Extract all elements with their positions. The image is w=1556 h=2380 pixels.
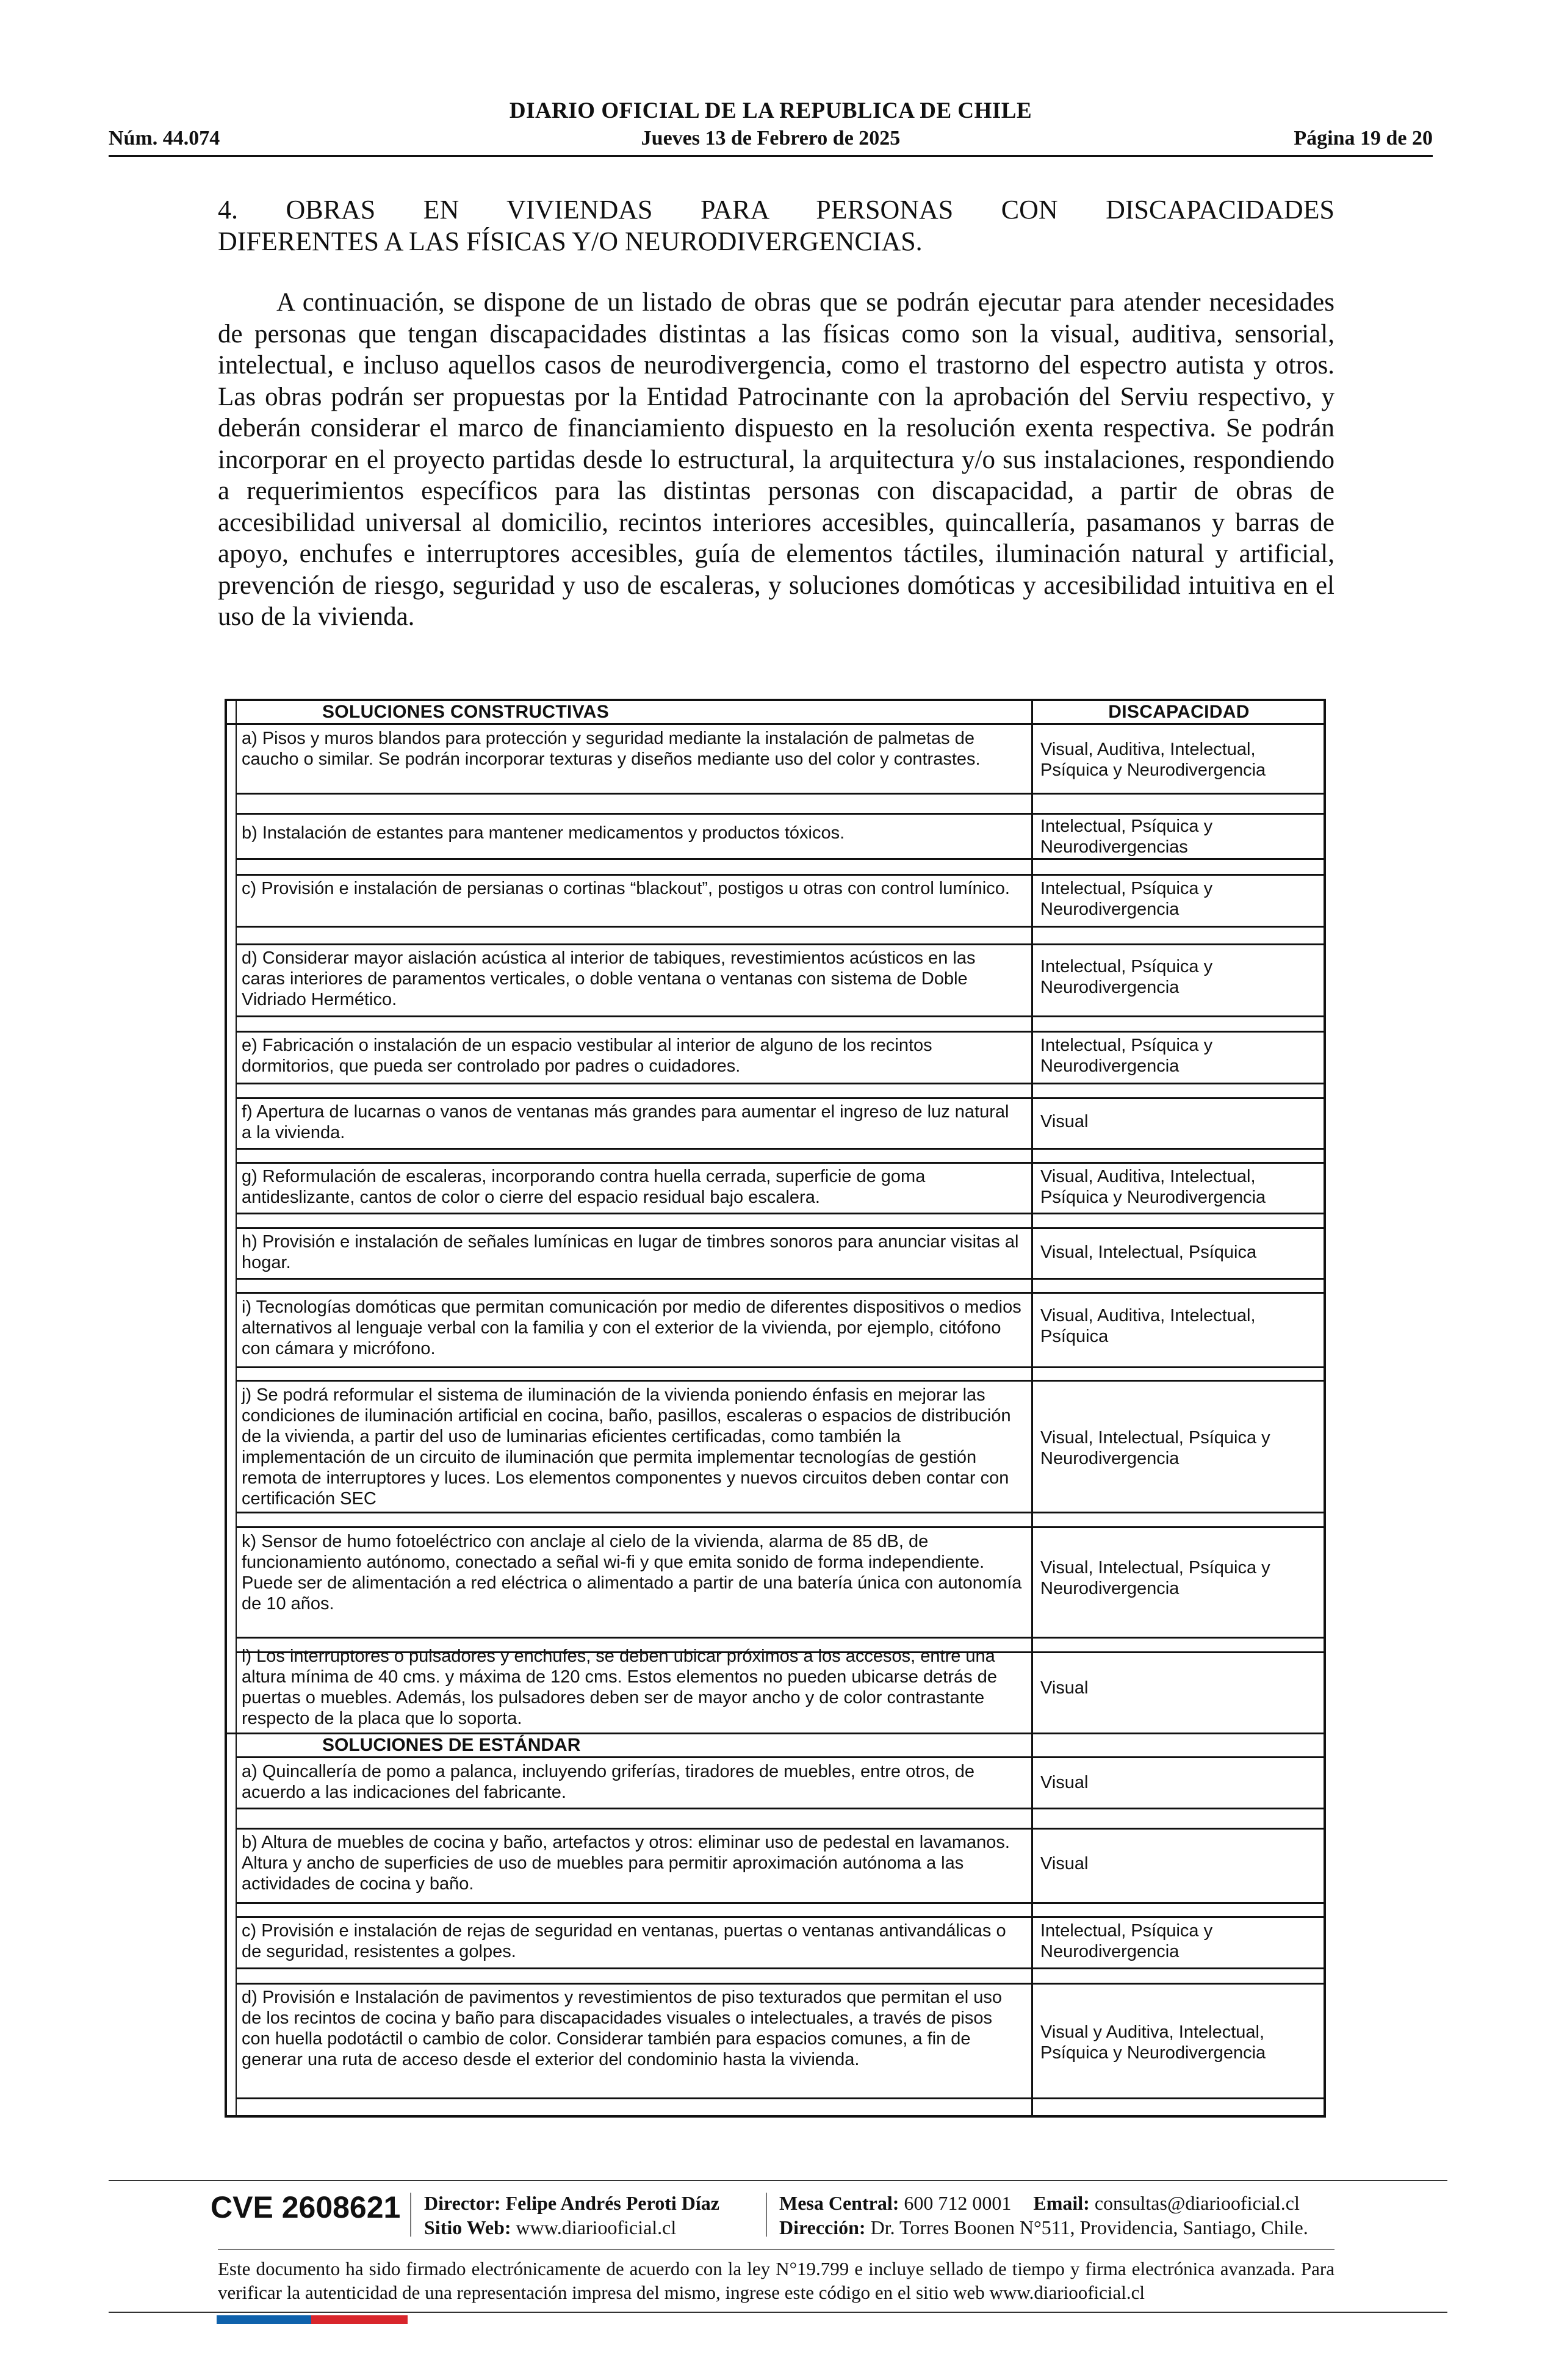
flag-stripe-red (311, 2315, 408, 2324)
row-rule (236, 1967, 1324, 1969)
constructive-h-disability: Visual, Intelectual, Psíquica (1040, 1242, 1257, 1262)
address-line (779, 2215, 1308, 2240)
row-rule (236, 1015, 1324, 1017)
standard-b-disability: Visual (1040, 1854, 1089, 1873)
footer-rule-top (109, 2180, 1447, 2181)
row-rule (236, 1916, 1324, 1918)
row-rule (236, 874, 1324, 876)
row-rule (236, 1512, 1324, 1513)
director-line (424, 2191, 719, 2215)
constructive-d-text: d) Considerar mayor aislación acústica al interior de tabiques, revestimientos acústicos en las caras interiores de paramentos verticales, o doble ventana o ventanas con sistema de Doble Vidriado Hermético. (242, 948, 976, 1009)
section-title-line-2: DIFERENTES A LAS FÍSICAS Y/O NEURODIVERGENCIAS. (218, 226, 923, 256)
constructive-b-disability: Intelectual, Psíquica y Neurodivergencias (1040, 817, 1213, 857)
phone-value: 600 712 0001 (904, 2192, 1012, 2214)
standard-d-text: d) Provisión e Instalación de pavimentos y revestimientos de piso texturados que permitan el uso de los recintos de cocina y baño para discapacidades visuales o intelectuales, a través de pisos con huella podotáctil o cambio de color. Considerar también para espacios comunes, a fin de generar una ruta de acceso desde el exterior del condominio hasta la vivienda. (242, 1988, 1003, 2069)
row-rule (236, 1278, 1324, 1280)
constructive-e-disability: Intelectual, Psíquica y Neurodivergencia (1040, 1036, 1213, 1076)
constructive-e-text: e) Fabricación o instalación de un espacio vestibular al interior de alguno de los recintos dormitorios, que pueda ser controlado por padres o cuidadores. (242, 1036, 932, 1076)
row-rule (236, 1227, 1324, 1229)
constructive-c-disability: Intelectual, Psíquica y Neurodivergencia (1040, 879, 1213, 919)
issue-number: Núm. 44.074 (109, 127, 220, 150)
phone-label: Mesa Central: (779, 2192, 899, 2214)
email-link[interactable]: consultas@diariooficial.cl (1094, 2192, 1300, 2214)
row-rule (236, 1148, 1324, 1150)
footer-rule-mid (218, 2249, 1334, 2250)
constructive-k-disability: Visual, Intelectual, Psíquica y Neurodivergencia (1040, 1558, 1270, 1598)
website-link[interactable]: www.diariooficial.cl (516, 2216, 677, 2238)
constructive-f-text: f) Apertura de lucarnas o vanos de ventanas más grandes para aumentar el ingreso de luz natural a la vivienda. (242, 1102, 1009, 1142)
row-rule (236, 1637, 1324, 1639)
website-label: Sitio Web: (424, 2216, 511, 2238)
row-rule (236, 793, 1324, 795)
row-rule (236, 2097, 1324, 2099)
constructive-a-text: a) Pisos y muros blandos para protección y seguridad mediante la instalación de palmetas de caucho o similar. Se podrán incorporar texturas y diseños mediante uso del color y contrastes. (242, 729, 981, 769)
constructive-j-disability: Visual, Intelectual, Psíquica y Neurodivergencia (1040, 1428, 1270, 1468)
constructive-l-text: l) Los interruptores o pulsadores y enchufes, se deben ubicar próximos a los accesos, entre una altura mínima de 40 cms. y máxima de 120 cms. Estos elementos no pueden ubicarse detrás de puertas o muebles. Además, los pulsadores deben ser de mayor ancho y de color contrastante respecto de la placa que lo soporta. (242, 1646, 997, 1728)
constructive-a-disability: Visual, Auditiva, Intelectual, Psíquica y Neurodivergencia (1040, 740, 1266, 780)
email-label: Email: (1033, 2192, 1090, 2214)
newspaper-title: DIARIO OFICIAL DE LA REPUBLICA DE CHILE (509, 98, 1032, 123)
subheader-soluciones-de-estandar: SOLUCIONES DE ESTÁNDAR (322, 1735, 581, 1755)
row-rule (236, 1983, 1324, 1985)
cve-code: CVE 2608621 (211, 2190, 401, 2224)
footer-rule-bottom (109, 2312, 1447, 2313)
footer-separator (410, 2193, 411, 2237)
row-rule (236, 1902, 1324, 1904)
address-value: Dr. Torres Boonen N°511, Providencia, Santiago, Chile. (870, 2216, 1308, 2238)
row-rule (236, 1162, 1324, 1164)
footer-contact-block (779, 2191, 1308, 2240)
constructive-g-text: g) Reformulación de escaleras, incorporando contra huella cerrada, superficie de goma antideslizante, cantos de color o cierre del espacio residual bajo escalera. (242, 1167, 926, 1207)
page-header (109, 93, 1433, 160)
standard-a-text: a) Quincallería de pomo a palanca, incluyendo griferías, tiradores de muebles, entre otros, de acuerdo a las indicaciones del fabricante. (242, 1762, 974, 1802)
standard-b-text: b) Altura de muebles de cocina y baño, artefactos y otros: eliminar uso de pedestal en lavamanos. Altura y ancho de superficies de uso de muebles para permitir aproximación autónoma a las actividades de cocina y baño. (242, 1833, 1010, 1894)
row-rule (236, 926, 1324, 928)
constructive-b-text: b) Instalación de estantes para mantener medicamentos y productos tóxicos. (242, 823, 845, 843)
standard-a-disability: Visual (1040, 1773, 1089, 1792)
footer-director-block (424, 2191, 719, 2240)
row-rule (236, 1097, 1324, 1099)
section-title (218, 194, 1334, 258)
issue-date: Jueves 13 de Febrero de 2025 (641, 127, 901, 150)
intro-paragraph-text: A continuación, se dispone de un listado de obras que se podrán ejecutar para atender necesidades de personas que tengan discapacidades distintas a las físicas como son la visual, auditiva, sensorial, intelectual, e incluso aquellos casos de neurodivergencia, como el trastorno del espectro autista y otros. Las obras podrán ser propuestas por la Entidad Patrocinante con la aprobación del Serviu respectivo, y deberán considerar el marco de financiamiento dispuesto en la resolución exenta respectiva. Se podrán incorporar en el proyecto partidas desde lo estructural, la arquitectura y/o sus instalaciones, respondiendo a requerimientos específicos para las distintas personas con discapacidad, a partir de obras de accesibilidad universal al domicilio, recintos interiores accesibles, quincallería, pasamanos y barras de apoyo, enchufes e interruptores accesibles, guía de elementos táctiles, iluminación natural y artificial, prevención de riesgo, seguridad y uso de escaleras, y soluciones domóticas y accesibilidad intuitiva en el uso de la vivienda. (218, 288, 1334, 631)
legal-notice: Este documento ha sido firmado electrónicamente de acuerdo con la ley N°19.799 e incluye sellado de tiempo y firma electrónica avanzada. Para verificar la autenticidad de una representación impresa del mismo, ingrese este código en el sitio web www.diariooficial.cl (218, 2258, 1334, 2303)
director-label: Director: (424, 2192, 501, 2214)
row-rule (236, 1366, 1324, 1368)
row-rule (236, 1213, 1324, 1214)
row-rule (236, 1808, 1324, 1809)
director-name: Felipe Andrés Peroti Díaz (505, 2192, 719, 2214)
constructive-c-text: c) Provisión e instalación de persianas o cortinas “blackout”, postigos u otras con control lumínico. (242, 879, 1010, 898)
row-rule (236, 1292, 1324, 1294)
constructive-j-text: j) Se podrá reformular el sistema de iluminación de la vivienda poniendo énfasis en mejorar las condiciones de iluminación artificial en cocina, baño, pasillos, escaleras o espacios de distribución de la vivienda, a partir del uso de luminarias eficientes certificadas, como también la implementación de un circuito de iluminación que permita implementar tecnologías de gestión remota de interruptores y luces. Los elementos componentes y nuevos circuitos deben contar con certificación SEC (242, 1385, 1011, 1509)
row-rule (236, 858, 1324, 860)
section-title-line-1: 4. OBRAS EN VIVIENDAS PARA PERSONAS CON DISCAPACIDADES (218, 195, 1334, 225)
intro-paragraph (218, 287, 1334, 633)
constructive-d-disability: Intelectual, Psíquica y Neurodivergencia (1040, 957, 1213, 997)
header-rule (227, 723, 1324, 725)
constructive-h-text: h) Provisión e instalación de señales lumínicas en lugar de timbres sonoros para anunciar visitas al hogar. (242, 1232, 1019, 1272)
footer-separator (766, 2193, 767, 2237)
constructive-i-disability: Visual, Auditiva, Intelectual, Psíquica (1040, 1306, 1256, 1346)
constructive-g-disability: Visual, Auditiva, Intelectual, Psíquica y Neurodivergencia (1040, 1167, 1266, 1207)
constructive-i-text: i) Tecnologías domóticas que permitan comunicación por medio de diferentes dispositivos o medios alternativos al lenguaje verbal con la familia y con el exterior de la vivienda, por ejemplo, citófono con cámara y micrófono. (242, 1297, 1021, 1358)
constructive-f-disability: Visual (1040, 1112, 1089, 1131)
standard-c-disability: Intelectual, Psíquica y Neurodivergencia (1040, 1921, 1213, 1961)
header-discapacidad: DISCAPACIDAD (1108, 702, 1250, 722)
row-rule (236, 813, 1324, 815)
row-rule (236, 1756, 1324, 1758)
address-label: Dirección: (779, 2216, 866, 2238)
website-line (424, 2215, 719, 2240)
page-number: Página 19 de 20 (1294, 127, 1433, 150)
row-rule (236, 1380, 1324, 1382)
row-rule (236, 943, 1324, 945)
standard-c-text: c) Provisión e instalación de rejas de seguridad en ventanas, puertas o ventanas antivandálicas o de seguridad, resistentes a golpes. (242, 1921, 1006, 1961)
constructive-k-text: k) Sensor de humo fotoeléctrico con anclaje al cielo de la vivienda, alarma de 85 dB, de funcionamiento autónomo, conectado a señal wi-fi y que emita sonido de forma independiente. Puede ser de alimentación a red eléctrica o alimentado a partir de una batería única con autonomía de 10 años. (242, 1532, 1022, 1614)
standard-d-disability: Visual y Auditiva, Intelectual, Psíquica y Neurodivergencia (1040, 2022, 1266, 2063)
row-rule (236, 1083, 1324, 1084)
row-rule (236, 1526, 1324, 1528)
flag-stripe-blue (217, 2315, 311, 2324)
row-rule (236, 1031, 1324, 1033)
solutions-table (225, 699, 1326, 2118)
header-soluciones-constructivas: SOLUCIONES CONSTRUCTIVAS (322, 702, 610, 722)
phone-email-line (779, 2191, 1308, 2215)
row-rule (236, 1828, 1324, 1830)
constructive-l-disability: Visual (1040, 1678, 1089, 1698)
header-rule (109, 155, 1433, 157)
